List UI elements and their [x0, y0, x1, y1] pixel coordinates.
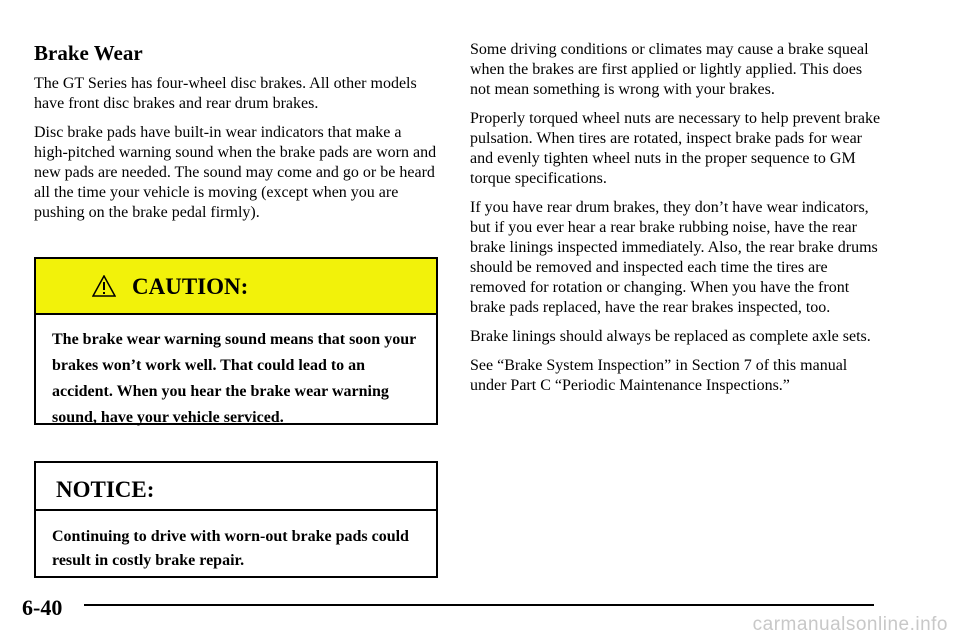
notice-box [34, 461, 438, 578]
paragraph-axle-sets: Brake linings should always be replaced as complete axle sets. [470, 328, 871, 345]
page-number: 6-40 [22, 595, 63, 620]
watermark: carmanualsonline.info [752, 614, 948, 635]
notice-text: Continuing to drive with worn‑out brake pads could result in costly brake repair. [52, 528, 409, 569]
paragraph-wear-indicators: Disc brake pads have built‑in wear indicators that make a high‑pitched warning sound when the brake pads are worn and new pads are needed. The sound may come and go or be heard all the time your vehicle is moving (except when you are pushing on the brake pedal firmly). [34, 124, 437, 221]
right-column [470, 40, 882, 405]
caution-text: The brake wear warning sound means that soon your brakes won’t work well. That could lead to an accident. When you hear the brake wear warning sound, have your vehicle serviced. [52, 331, 416, 426]
paragraph-rear-drum: If you have rear drum brakes, they don’t have wear indicators, but if you ever hear a rear brake rubbing noise, have the rear brake linings inspected immediately. Also, the rear brake drums should be removed and inspected each time the tires are removed for rotation or changing. When you have the front brake pads replaced, have the rear brakes inspected, too. [470, 199, 878, 316]
paragraph-disc-brakes: The GT Series has four‑wheel disc brakes. All other models have front disc brakes and rear drum brakes. [34, 75, 417, 112]
notice-header [36, 463, 436, 511]
paragraph-brake-squeal: Some driving conditions or climates may cause a brake squeal when the brakes are first applied or lightly applied. This does not mean something is wrong with your brakes. [470, 41, 869, 98]
warning-triangle-icon [92, 275, 116, 297]
caution-title: CAUTION: [132, 274, 249, 299]
paragraph-see-inspection: See “Brake System Inspection” in Section 7 of this manual under Part C “Periodic Maintenance Inspections.” [470, 357, 848, 394]
footer-rule [84, 604, 874, 606]
caution-box [34, 257, 438, 425]
caution-header [36, 259, 436, 315]
notice-title: NOTICE: [56, 477, 155, 502]
left-column [34, 40, 442, 232]
section-heading: Brake Wear [34, 41, 143, 65]
paragraph-wheel-nuts: Properly torqued wheel nuts are necessary to help prevent brake pulsation. When tires are rotated, inspect brake pads for wear and evenly tighten wheel nuts in the proper sequence to GM torque specifications. [470, 110, 881, 187]
